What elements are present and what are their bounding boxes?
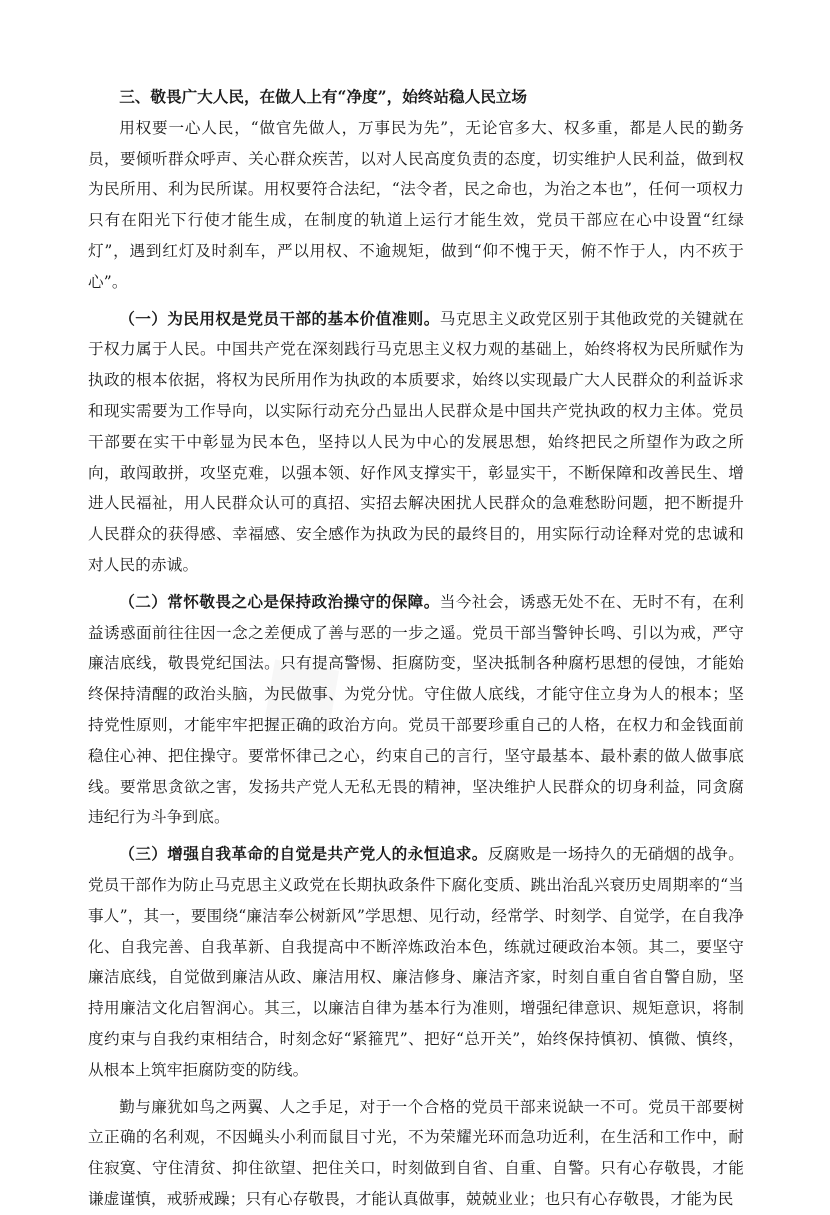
- subsection-3-title: （三）增强自我革命的自觉是共产党人的永恒追求。: [119, 844, 488, 864]
- closing-paragraph: 勤与廉犹如鸟之两翼、人之手足，对于一个合格的党员干部来说缺一不可。党员干部要树立正确的名利观，不因蝇头小利而鼠目寸光，不为荣耀光环而急功近利，在生活和工作中，耐住寂寞、守住清贫、抑住欲望、把住关口，时刻做到自省、自重、自警。只有心存敬畏，才能谦虚谨慎，戒骄戒躁；只有心存敬畏，才能认真做事，兢兢业业；也只有心存敬畏，才能为民: [88, 1097, 744, 1208]
- subsection-1-body: 马克思主义政党区别于其他政党的关键就在于权力属于人民。中国共产党在深刻践行马克思主义权力观的基础上，始终将权为民所赋作为执政的根本依据，将权为民所用作为执政的本质要求，始终以实现最广大人民群众的利益诉求和现实需要为工作导向，以实际行动充分凸显出人民群众是中国共产党执政的权力主体。党员干部要在实干中彰显为民本色，坚持以人民为中心的发展思想，始终把民之所望作为政之所向，敢闯敢拼，攻坚克难，以强本领、好作风支撑实干，彰显实干，不断保障和改善民生、增进人民福祉，用人民群众认可的真招、实招去解决困扰人民群众的急难愁盼问题，把不断提升人民群众的获得感、幸福感、安全感作为执政为民的最终目的，用实际行动诠释对党的忠诚和对人民的赤诚。: [88, 309, 744, 574]
- document-page: [88, 82, 744, 1215]
- section-heading: 三、敬畏广大人民，在做人上有“净度”，始终站稳人民立场: [119, 87, 527, 106]
- subsection-1-title: （一）为民用权是党员干部的基本价值准则。: [119, 308, 440, 328]
- section-intro: 用权要一心人民，“做官先做人，万事民为先”，无论官多大、权多重，都是人民的勤务员，要倾听群众呼声、关心群众疾苦，以对人民高度负责的态度，切实维护人民利益，做到权为民所用、利为民所谋。用权要符合法纪，“法令者，民之命也，为治之本也”，任何一项权力只有在阳光下行使才能生成，在制度的轨道上运行才能生效，党员干部应在心中设置“红绿灯”，遇到红灯及时刹车，严以用权、不逾规矩，做到“仰不愧于天，俯不怍于人，内不疚于心”。: [88, 118, 744, 291]
- subsection-1: [88, 304, 744, 581]
- subsection-3: [88, 839, 744, 1085]
- subsection-3-body: 反腐败是一场持久的无硝烟的战争。党员干部作为防止马克思主义政党在长期执政条件下腐化变质、跳出治乱兴衰历史周期率的“当事人”，其一，要围绕“廉洁奉公树新风”学思想、见行动，经常学、时刻学、自觉学，在自我净化、自我完善、自我革新、自我提高中不断淬炼政治本色，练就过硬政治本领。其二，要坚守廉洁底线，自觉做到廉洁从政、廉洁用权、廉洁修身、廉洁齐家，时刻自重自省自警自励，坚持用廉洁文化启智润心。其三，以廉洁自律为基本行为准则，增强纪律意识、规矩意识，将制度约束与自我约束相结合，时刻念好“紧箍咒”、把好“总开关”，始终保持慎初、慎微、慎终，从根本上筑牢拒腐防变的防线。: [88, 845, 745, 1079]
- subsection-2-title: （二）常怀敬畏之心是保持政治操守的保障。: [119, 591, 440, 611]
- subsection-2: [88, 587, 744, 833]
- watermark: ◆: [218, 606, 374, 773]
- subsection-2-body: 当今社会，诱惑无处不在、无时不有，在利益诱惑面前往往因一念之差便成了善与恶的一步之遥。党员干部当警钟长鸣、引以为戒，严守廉洁底线，敬畏党纪国法。只有提高警惕、拒腐防变，坚决抵制各种腐朽思想的侵蚀，才能始终保持清醒的政治头脑，为民做事、为党分忧。守住做人底线，才能守住立身为人的根本；坚持党性原则，才能牢牢把握正确的政治方向。党员干部要珍重自己的人格，在权力和金钱面前稳住心神、把住操守。要常怀律己之心，约束自己的言行，坚守最基本、最朴素的做人做事底线。要常思贪欲之害，发扬共产党人无私无畏的精神，坚决维护人民群众的切身利益，同贪腐违纪行为斗争到底。: [88, 592, 744, 827]
